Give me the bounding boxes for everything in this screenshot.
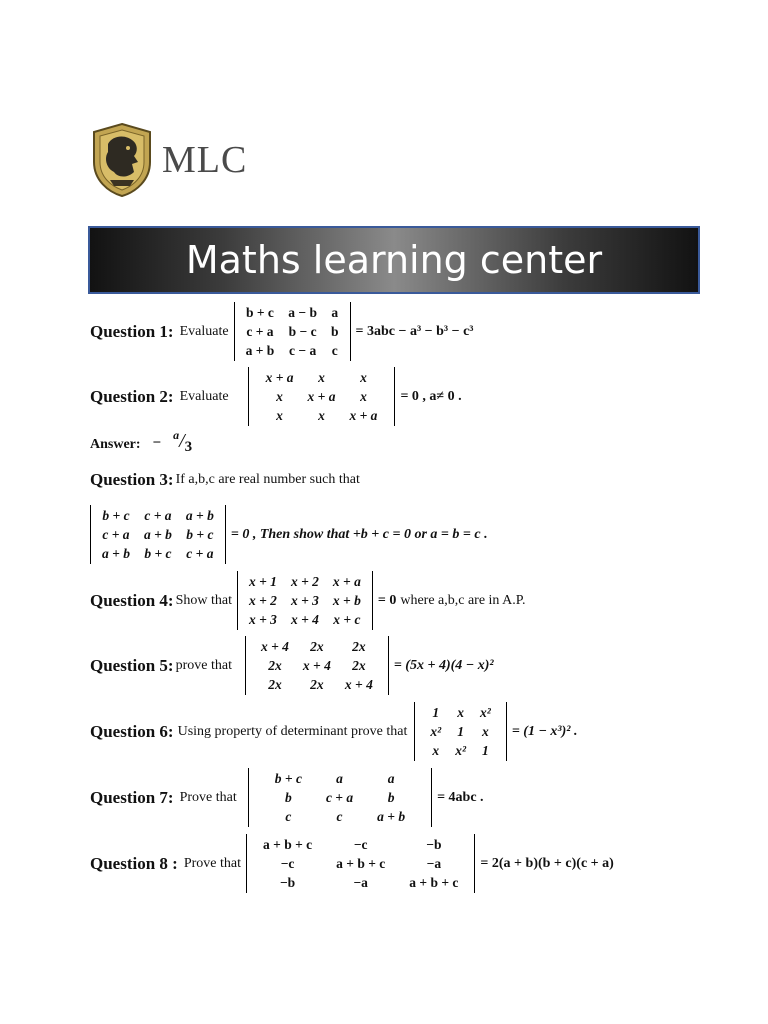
question-3 bbox=[90, 505, 488, 564]
det-cell: b bbox=[284, 790, 292, 805]
det-cell: x + 4 bbox=[302, 658, 331, 673]
det-cell: x + 3 bbox=[290, 593, 319, 608]
det-cell: c bbox=[336, 809, 343, 824]
det-cell: c − a bbox=[289, 343, 317, 358]
question-text: Using property of determinant prove that bbox=[177, 723, 408, 739]
det-cell: −b bbox=[426, 837, 442, 852]
det-cell: a bbox=[387, 771, 395, 786]
det-cell: c bbox=[331, 343, 338, 358]
det-cell: 2x bbox=[352, 658, 366, 673]
question-text: If a,b,c are real number such that bbox=[175, 472, 360, 487]
det-cell: b + c bbox=[245, 305, 274, 320]
det-cell: a − b bbox=[288, 305, 317, 320]
det-cell: a + b + c bbox=[263, 837, 313, 852]
question-text: Evaluate bbox=[179, 388, 229, 404]
question-rhs: = 3abc − a³ − b³ − c³ bbox=[355, 323, 474, 339]
determinant bbox=[246, 834, 475, 893]
question-text: Prove that bbox=[183, 855, 241, 871]
logo-text: MLC bbox=[162, 139, 248, 181]
det-cell: a bbox=[331, 305, 339, 320]
det-cell: x + a bbox=[349, 408, 378, 423]
question-rhs: = (5x + 4)(4 − x)² bbox=[393, 657, 494, 673]
lion-shield-icon bbox=[90, 122, 154, 198]
det-cell: x² bbox=[430, 724, 442, 739]
det-cell: x bbox=[360, 389, 367, 404]
question-7 bbox=[90, 768, 484, 827]
determinant bbox=[234, 302, 351, 361]
question-5 bbox=[90, 636, 494, 695]
det-cell: 2x bbox=[310, 639, 324, 654]
det-cell: x + 4 bbox=[290, 612, 319, 627]
det-cell: x + a bbox=[265, 370, 294, 385]
det-cell: x + c bbox=[333, 612, 361, 627]
det-cell: 2x bbox=[268, 677, 282, 692]
question-3-heading bbox=[90, 470, 360, 490]
determinant bbox=[245, 636, 389, 695]
answer-numerator: a bbox=[173, 428, 180, 442]
question-label: Question 8 : bbox=[90, 853, 178, 873]
determinant bbox=[237, 571, 373, 630]
question-label: Question 5: bbox=[90, 655, 174, 675]
det-cell: −c bbox=[280, 856, 295, 871]
question-label: Question 6: bbox=[90, 721, 174, 741]
question-rhs: = 4abc . bbox=[437, 789, 484, 805]
det-cell: x + 4 bbox=[260, 639, 289, 654]
det-cell: 1 bbox=[457, 724, 464, 739]
question-rhs: = 2(a + b)(b + c)(c + a) bbox=[480, 855, 614, 871]
det-cell: x² bbox=[480, 705, 491, 720]
det-cell: c + a bbox=[186, 546, 214, 561]
page-title: Maths learning center bbox=[185, 238, 603, 282]
determinant bbox=[248, 367, 396, 426]
det-cell: a + b bbox=[185, 508, 214, 523]
question-6 bbox=[90, 702, 578, 761]
det-cell: x + b bbox=[332, 593, 361, 608]
answer-denominator: 3 bbox=[184, 439, 193, 455]
det-cell: x bbox=[457, 705, 464, 720]
det-cell: a + b bbox=[102, 546, 130, 561]
det-cell: c + a bbox=[144, 508, 172, 523]
det-cell: x bbox=[276, 389, 283, 404]
question-label: Question 7: bbox=[90, 787, 174, 807]
det-cell: b + c bbox=[186, 527, 214, 542]
det-cell: x + 1 bbox=[248, 574, 277, 589]
det-cell: x bbox=[432, 743, 440, 758]
title-banner bbox=[88, 226, 700, 294]
question-rhs: = 0 , a≠ 0 . bbox=[400, 388, 462, 404]
det-cell: x bbox=[318, 370, 325, 385]
det-cell: x bbox=[360, 370, 367, 385]
det-cell: x bbox=[482, 724, 489, 739]
question-text: Evaluate bbox=[179, 323, 229, 339]
question-label: Question 3: bbox=[90, 470, 174, 489]
question-rhs-text: where a,b,c are in A.P. bbox=[400, 592, 526, 608]
det-cell: x + a bbox=[332, 574, 361, 589]
det-cell: x + 2 bbox=[248, 593, 277, 608]
det-cell: 2x bbox=[310, 677, 324, 692]
question-text: prove that bbox=[175, 657, 232, 673]
det-cell: b + c bbox=[274, 771, 302, 786]
question-label: Question 4: bbox=[90, 590, 174, 610]
det-cell: a + b + c bbox=[409, 875, 459, 890]
det-cell: −a bbox=[426, 856, 442, 871]
det-cell: x + 4 bbox=[344, 677, 373, 692]
det-cell: c + a bbox=[102, 527, 130, 542]
det-cell: b − c bbox=[288, 324, 317, 339]
det-cell: x + a bbox=[307, 389, 336, 404]
det-cell: a + b bbox=[377, 809, 406, 824]
det-cell: b bbox=[330, 324, 339, 339]
question-text: Show that bbox=[175, 592, 232, 608]
answer-value: − $^a$/3 bbox=[152, 428, 193, 455]
det-cell: b bbox=[387, 790, 395, 805]
determinant bbox=[90, 505, 226, 564]
det-cell: b + c bbox=[144, 546, 172, 561]
question-rhs: = 0 , Then show that +b + c = 0 or a = b = c . bbox=[230, 526, 488, 542]
question-2 bbox=[90, 367, 462, 426]
answer-sign: − bbox=[152, 435, 162, 451]
det-cell: c + a bbox=[246, 324, 274, 339]
det-cell: −b bbox=[279, 875, 296, 890]
det-cell: c + a bbox=[325, 790, 354, 805]
det-cell: x + 2 bbox=[290, 574, 319, 589]
question-label: Question 2: bbox=[90, 386, 174, 406]
question-text: Prove that bbox=[179, 789, 237, 805]
question-label: Question 1: bbox=[90, 321, 174, 341]
det-cell: 1 bbox=[482, 743, 489, 758]
question-rhs: = (1 − x³)² . bbox=[511, 723, 578, 739]
mlc-logo bbox=[90, 122, 247, 198]
answer-label: Answer: bbox=[90, 437, 141, 452]
det-cell: c bbox=[285, 809, 292, 824]
det-cell: −c bbox=[353, 837, 368, 852]
det-cell: −a bbox=[353, 875, 368, 890]
question-rhs: = 0 bbox=[377, 592, 397, 608]
det-cell: a + b bbox=[143, 527, 172, 542]
determinant bbox=[248, 768, 432, 827]
question-4 bbox=[90, 571, 526, 630]
det-cell: a + b bbox=[245, 343, 275, 358]
question-8 bbox=[90, 834, 614, 893]
det-cell: 2x bbox=[268, 658, 282, 673]
question-1 bbox=[90, 302, 474, 361]
det-cell: 2x bbox=[352, 639, 366, 654]
det-cell: b + c bbox=[102, 508, 130, 523]
answer bbox=[90, 428, 192, 453]
det-cell: x bbox=[276, 408, 283, 423]
det-cell: x bbox=[318, 408, 325, 423]
det-cell: x² bbox=[455, 743, 466, 758]
det-cell: 1 bbox=[432, 705, 440, 720]
det-cell: a bbox=[336, 771, 343, 786]
det-cell: a + b + c bbox=[336, 856, 386, 871]
determinant bbox=[414, 702, 506, 761]
det-cell: x + 3 bbox=[248, 612, 277, 627]
